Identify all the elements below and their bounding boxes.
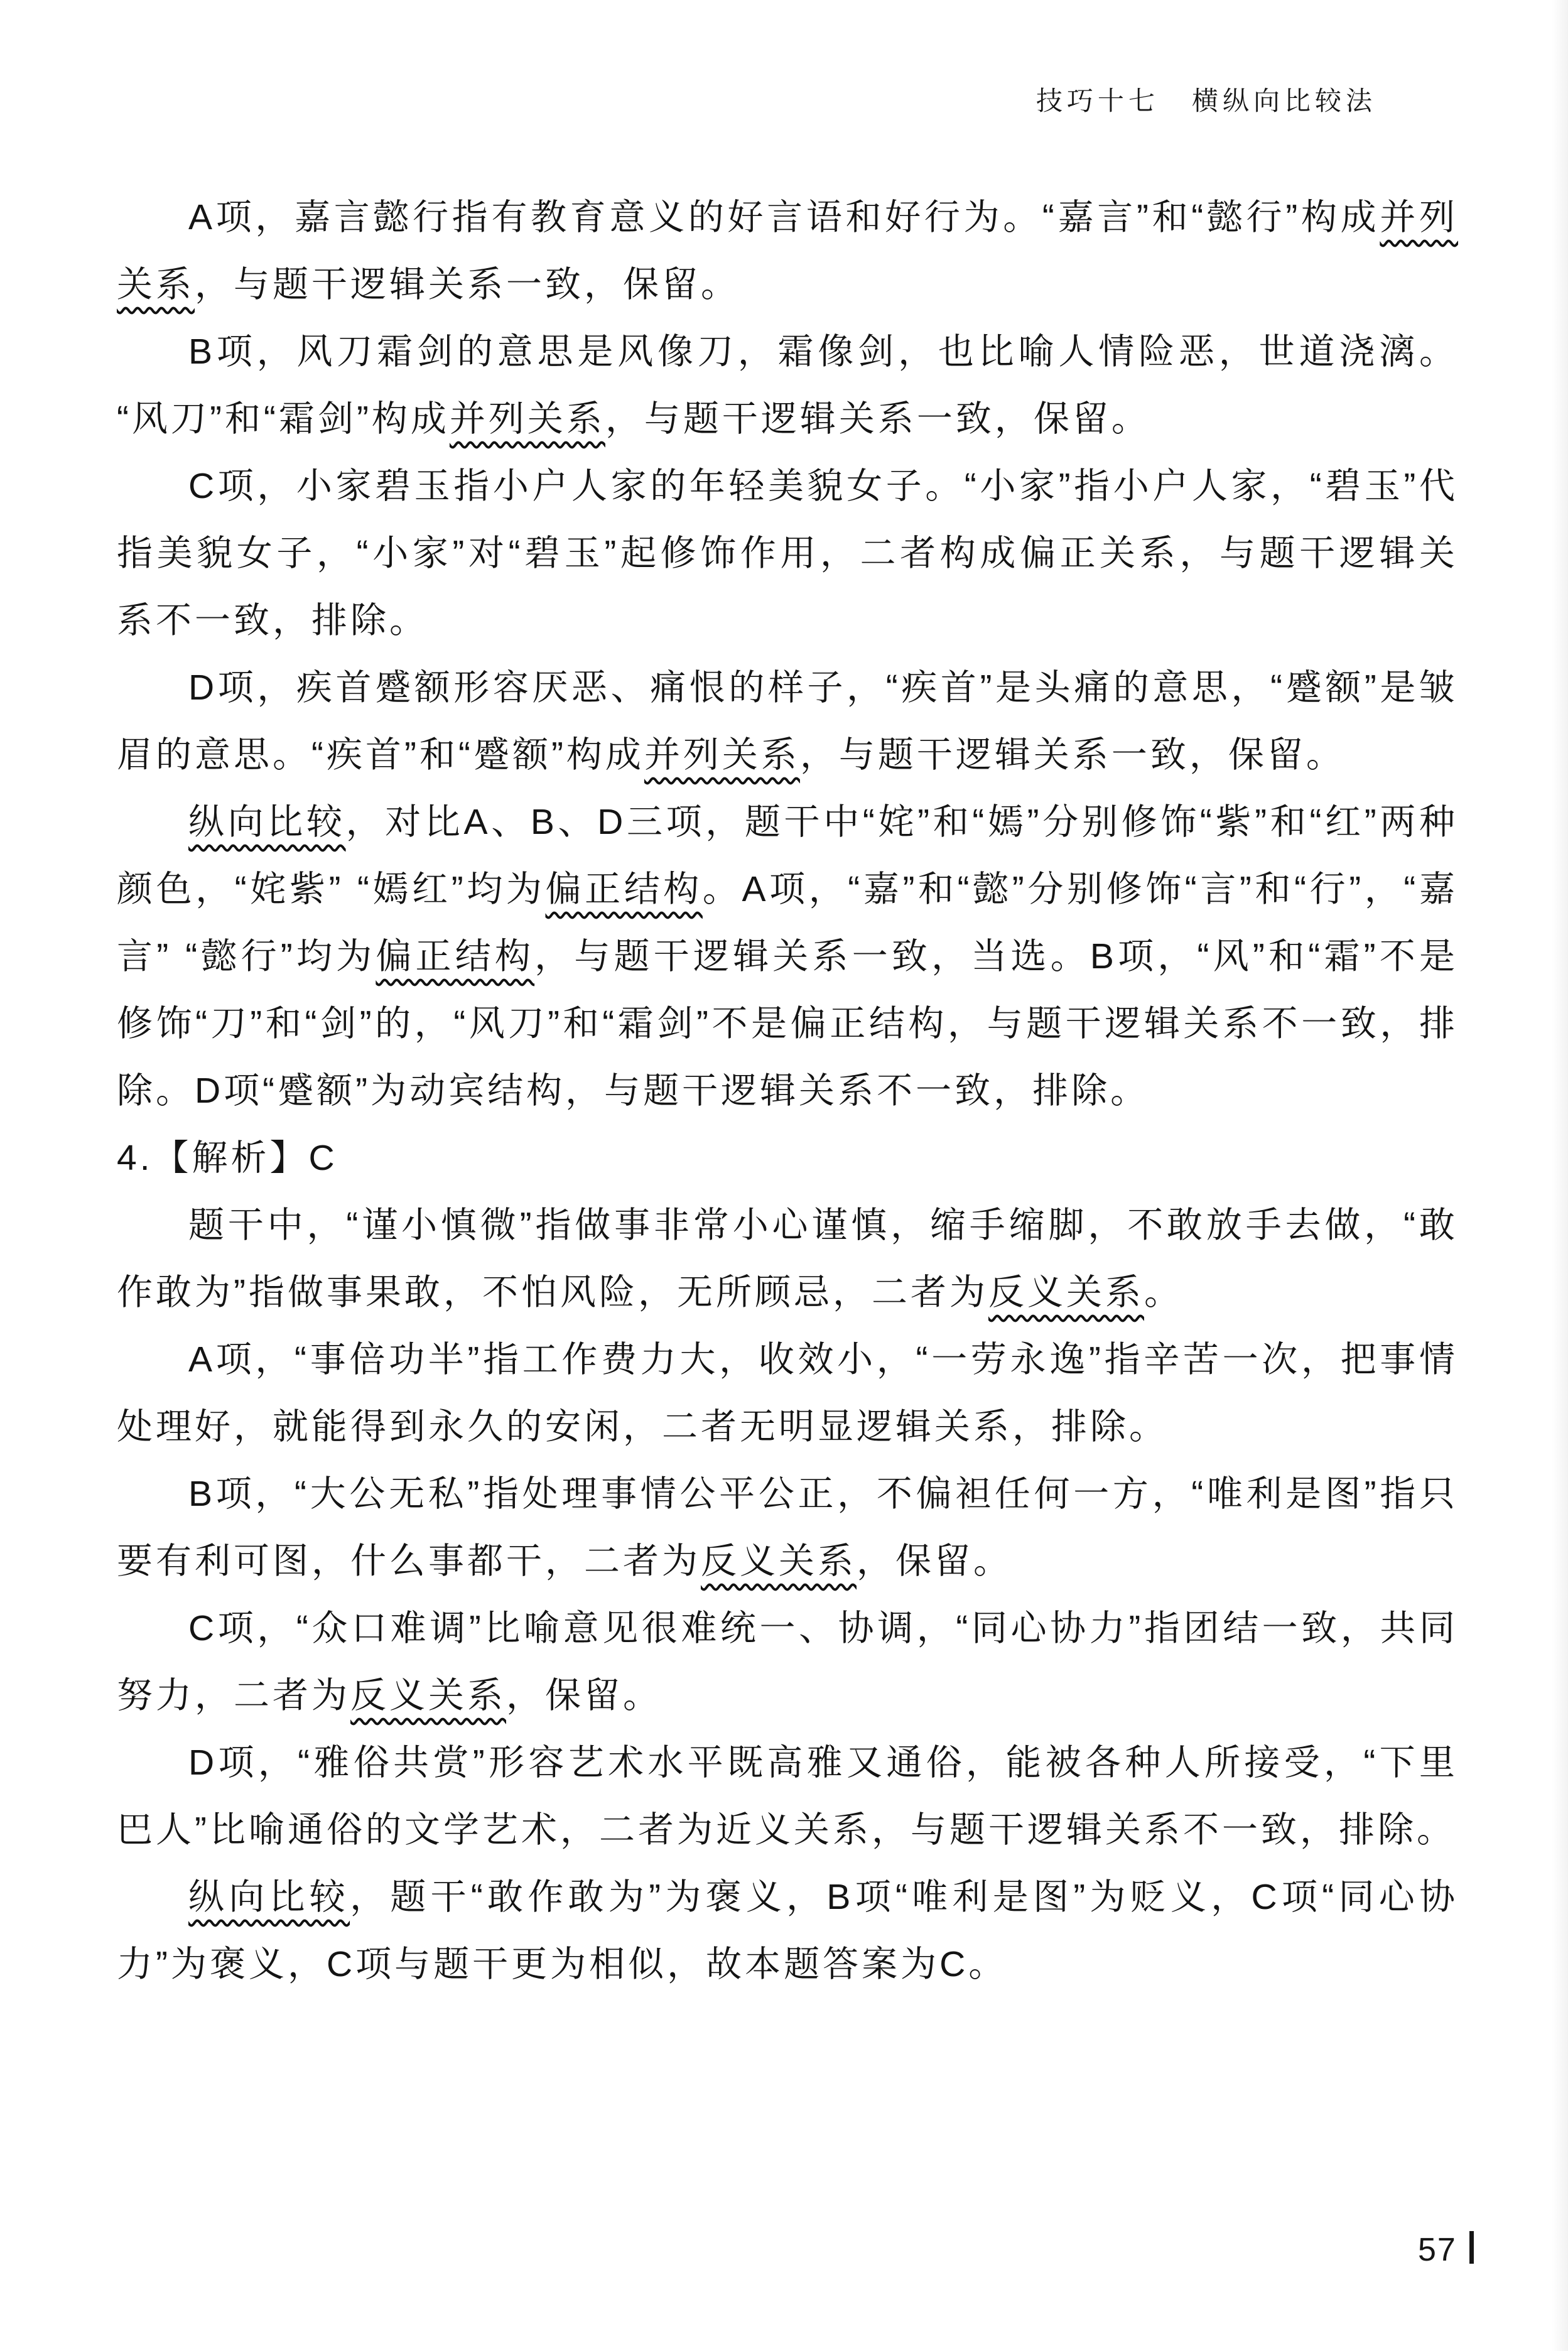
text-segment: ，对比A、B、D三项，题干中“姹”和“嫣”分别修饰“紫”和“红”两种颜色，“姹紫” “嫣红”均为	[117, 802, 1458, 909]
chapter-label: 技巧十七	[1035, 86, 1159, 116]
wavy-underline-phrase: 纵向比较	[188, 802, 346, 842]
page-number: 57	[1418, 2232, 1457, 2268]
para-vertical-comparison	[117, 789, 1458, 1125]
page-footer	[1418, 2228, 1474, 2269]
solution-heading: 4.【解析】C	[117, 1138, 338, 1178]
text-segment: C项，“众口难调”比喻意见很难统一、协调，“同心协力”指团结一致，共同努力，二者为	[117, 1608, 1458, 1716]
para-option-d-analysis	[117, 1729, 1458, 1864]
wavy-underline-phrase: 偏正结构	[545, 869, 703, 909]
text-segment: D项，疾首蹙额形容厌恶、痛恨的样子，“疾首”是头痛的意思，“蹙额”是皱眉的意思。“疾首”和“蹙额”构成	[117, 667, 1458, 775]
wavy-underline-phrase: 并列关系	[449, 399, 605, 439]
text-segment: 题干中，“谨小慎微”指做事非常小心谨慎，缩手缩脚，不敢放手去做，“敢作敢为”指做事果敢，不怕风险，无所顾忌，二者为	[117, 1205, 1458, 1312]
para-option-a-analysis	[117, 1326, 1458, 1461]
text-segment: ，与题干逻辑关系一致，当选。B项，“风”和“霜”不是修饰“刀”和“剑”的，“风刀”和“霜剑”不是偏正结构，与题干逻辑关系不一致，排除。D项“蹙额”为动宾结构，与题干逻辑关系不一致，排除。	[117, 936, 1459, 1111]
wavy-underline-phrase: 纵向比较	[188, 1877, 350, 1917]
chapter-title: 横纵向比较法	[1191, 86, 1376, 116]
text-segment: ，与题干逻辑关系一致，保留。	[799, 735, 1345, 775]
document-body	[117, 184, 1458, 1998]
text-segment: ，题干“敢作敢为”为褒义，B项“唯利是图”为贬义，C项“同心协力”为褒义，C项与题干更为相似，故本题答案为C。	[117, 1877, 1459, 1984]
text-segment: 。A项，“嘉”和“懿”分别修饰“言”和“行”，“嘉言” “懿行”均为	[117, 869, 1459, 976]
text-segment: B项，风刀霜剑的意思是风像刀，霜像剑，也比喻人情险恶，世道浇漓。“风刀”和“霜剑”构成	[117, 332, 1458, 439]
para-option-b-analysis	[117, 1461, 1458, 1595]
page-edge-mark	[1469, 2231, 1474, 2264]
para-option-d-analysis	[117, 654, 1458, 789]
para-vertical-comparison	[117, 1864, 1458, 1998]
text-segment: ，与题干逻辑关系一致，保留。	[195, 264, 740, 305]
wavy-underline-phrase: 反义关系	[701, 1541, 857, 1581]
text-segment: ，与题干逻辑关系一致，保留。	[605, 399, 1150, 439]
text-segment: D项，“雅俗共赏”形容艺术水平既高雅又通俗，能被各种人所接受，“下里巴人”比喻通俗的文学艺术，二者为近义关系，与题干逻辑关系不一致，排除。	[117, 1743, 1458, 1850]
para-option-b-analysis	[117, 318, 1458, 453]
wavy-underline-phrase: 反义关系	[988, 1272, 1144, 1312]
running-header	[1036, 80, 1376, 118]
text-segment: B项，“大公无私”指处理事情公平公正，不偏袒任何一方，“唯利是图”指只要有利可图，什么事都干，二者为	[117, 1474, 1458, 1581]
text-segment: ，保留。	[506, 1675, 662, 1716]
scan-edge-shading	[1552, 0, 1568, 2351]
text-segment: 。	[1144, 1272, 1183, 1312]
para-stem-analysis	[117, 1192, 1458, 1326]
wavy-underline-phrase: 并列关系	[117, 197, 1458, 305]
para-option-c-analysis	[117, 453, 1458, 654]
text-segment: A项，“事倍功半”指工作费力大，收效小，“一劳永逸”指辛苦一次，把事情处理好，就能得到永久的安闲，二者无明显逻辑关系，排除。	[117, 1339, 1458, 1447]
text-segment: ，保留。	[857, 1541, 1012, 1581]
wavy-underline-phrase: 偏正结构	[376, 936, 535, 976]
wavy-underline-phrase: 反义关系	[350, 1675, 506, 1716]
wavy-underline-phrase: 并列关系	[644, 735, 800, 775]
text-segment: C项，小家碧玉指小户人家的年轻美貌女子。“小家”指小户人家，“碧玉”代指美貌女子，“小家”对“碧玉”起修饰作用，二者构成偏正关系，与题干逻辑关系不一致，排除。	[117, 466, 1458, 640]
para-option-c-analysis	[117, 1595, 1458, 1729]
para-option-a-analysis	[117, 184, 1458, 318]
text-segment: A项，嘉言懿行指有教育意义的好言语和好行为。“嘉言”和“懿行”构成	[188, 197, 1380, 237]
